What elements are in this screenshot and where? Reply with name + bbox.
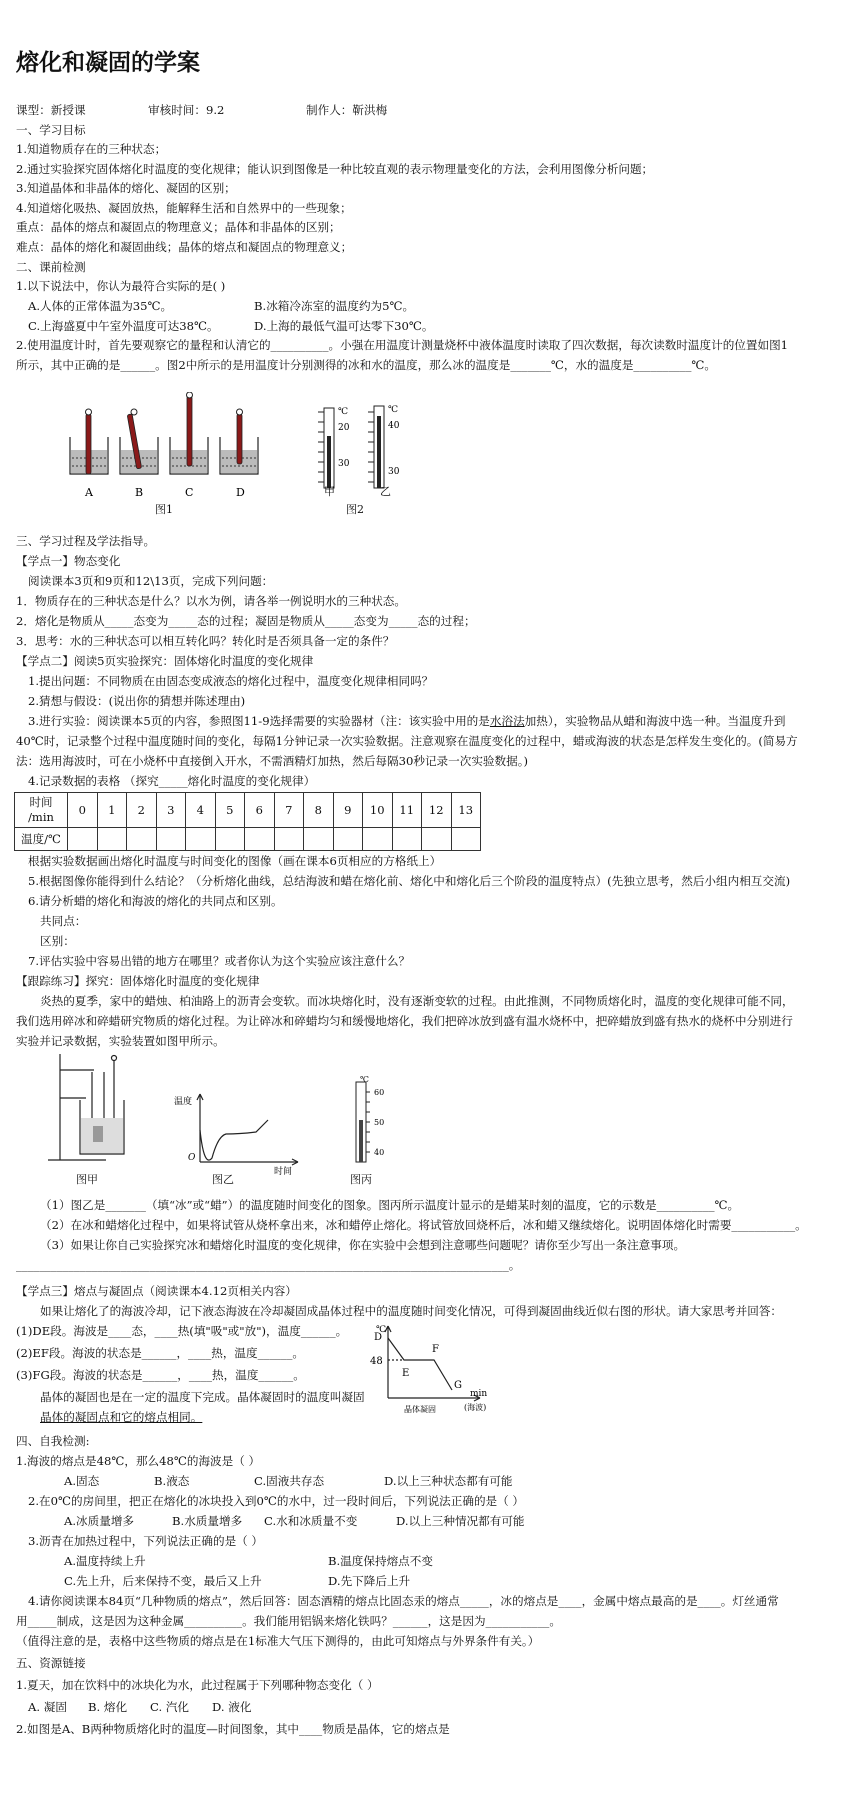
fig1-label-c: C <box>185 486 194 499</box>
fig2-caption: 图2 <box>346 503 364 516</box>
p2-question-1: 1.提出问题：不同物质在由固态变成液态的熔化过程中，温度变化规律相同吗？ <box>28 674 434 688</box>
figure-1-beakers <box>60 392 310 512</box>
p4-intro: 如果让熔化了的海波冷却，记下液态海波在冷却凝固成晶体过程中的温度随时间变化情况，可得到凝固曲线近似右图的形状。请大家思考并回答： <box>40 1304 783 1318</box>
lesson-type: 课型：新授课 <box>16 103 86 117</box>
test-q2-a: A.冰质量增多 <box>64 1514 135 1528</box>
study-point-3: 【学点三】熔点与凝固点（阅读课本4.12页相关内容） <box>16 1284 297 1298</box>
p2-q3-text-post: 加热），实验物品从蜡和海波中选一种。当温度升到 <box>524 714 786 728</box>
p2-q3-text-pre: 3.进行实验：阅读课本5页的内容，参照图11-9选择需要的实验器材（注：该实验中用的是 <box>28 714 490 728</box>
p2-question-5: 5.根据图像你能得到什么结论？（分析熔化曲线，总结海波和蜡在熔化前、熔化中和熔化后三个阶段的温度特点）(先独立思考，然后小组内相互交流) <box>28 874 791 888</box>
p2-question-6: 6.请分析蜡的熔化和海波的熔化的共同点和区别。 <box>28 894 283 908</box>
table-cell[interactable] <box>422 828 452 851</box>
test-q4-line2: 用_____制成，这是因为这种金属__________。我们能用铝锅来熔化铁吗？______，这是因为___________。 <box>16 1614 561 1628</box>
section-heading: 一、学习目标 <box>16 123 86 137</box>
fig4-g: G <box>454 1380 462 1391</box>
table-col: 13 <box>451 793 481 828</box>
fig-bing-caption: 图丙 <box>350 1173 372 1186</box>
p4-q3: (3)FG段。海波的状态是______，____热，温度______。 <box>16 1368 305 1382</box>
table-col: 3 <box>156 793 186 828</box>
p2-question-3-line1 <box>28 714 786 729</box>
fig3c-tick-40: 40 <box>374 1148 385 1157</box>
test-q2-b: B.水质量增多 <box>172 1514 243 1528</box>
p2-question-2: 2.猜想与假设：(说出你的猜想并陈述理由) <box>28 694 246 708</box>
table-col: 11 <box>392 793 422 828</box>
option-c: C.上海盛夏中午室外温度可达38℃。 <box>28 319 219 333</box>
fig3c-tick-50: 50 <box>374 1118 385 1127</box>
test-q1-b: B.液态 <box>154 1474 190 1488</box>
practice-para-1: 炎热的夏季，家中的蜡烛、柏油路上的沥青会变软。而冰块熔化时，没有逐渐变软的过程。由此推测，不同物质熔化时，温度的变化规律可能不同， <box>40 994 794 1008</box>
table-row <box>15 793 481 828</box>
fig4-caption: 晶体凝固 <box>404 1405 436 1414</box>
section-heading: 五、资源链接 <box>16 1656 86 1670</box>
p4-para-1: 晶体的凝固也是在一定的温度下完成。晶体凝固时的温度叫凝固 <box>40 1390 365 1404</box>
fig1-label-a: A <box>85 486 93 499</box>
section-heading: 二、课前检测 <box>16 260 86 274</box>
test-q3-b: B.温度保持熔点不变 <box>328 1554 433 1568</box>
test-q1-a: A.固态 <box>64 1474 100 1488</box>
hard-point: 难点：晶体的熔化和凝固曲线；晶体的熔点和凝固点的物理意义； <box>16 240 353 254</box>
time-unit: /min <box>28 810 54 824</box>
table-row <box>15 828 481 851</box>
fig4-f: F <box>432 1344 439 1355</box>
goal-1: 1.知道物质存在的三种状态； <box>16 142 167 156</box>
table-col: 6 <box>245 793 275 828</box>
question-1: 1.以下说法中，你认为最符合实际的是( ) <box>16 279 226 293</box>
resource-q1-a: A. 凝固 <box>28 1700 67 1714</box>
key-point: 重点：晶体的熔点和凝固点的物理意义；晶体和非晶体的区别； <box>16 220 341 234</box>
table-cell[interactable] <box>363 828 393 851</box>
p2-question-7: 7.评估实验中容易出错的地方在哪里？或者你认为这个实验应该注意什么？ <box>28 954 411 968</box>
p2-q6-diff: 区别： <box>40 934 75 948</box>
p4-q1: (1)DE段。海波是____态，____热(填"吸"或"放")，温度______。 <box>16 1324 348 1338</box>
practice-para-2: 我们选用碎冰和碎蜡研究物质的熔化过程。为让碎冰和碎蜡均匀和缓慢地熔化，我们把碎冰放到盛有温水烧杯中，把碎蜡放到盛有热水的烧杯中分别进行 <box>16 1014 793 1028</box>
resource-q1-b: B. 熔化 <box>88 1700 128 1714</box>
question-2-line1: 2.使用温度计时，首先要观察它的量程和认清它的__________。小强在用温度计测量烧杯中液体温度时读取了四次数据，每次读数时温度计的位置如图1 <box>16 338 789 352</box>
practice-para-3: 实验并记录数据，实验装置如图甲所示。 <box>16 1034 225 1048</box>
time-label: 时间 <box>29 795 53 809</box>
goal-2: 2.通过实验探究固体熔化时温度的变化规律；能认识到图像是一种比较直观的表示物理量变化的方法，会利用图像分析问题； <box>16 162 654 176</box>
table-col: 9 <box>333 793 363 828</box>
page-title: 熔化和凝固的学案 <box>16 50 200 76</box>
fig4-min: min <box>470 1389 488 1399</box>
fig4-unit: ℃ <box>376 1325 387 1335</box>
table-cell[interactable] <box>127 828 157 851</box>
p1-question-2: 2．熔化是物质从_____态变为_____态的过程；凝固是物质从_____态变为_____态的过程； <box>16 614 476 628</box>
table-cell[interactable] <box>274 828 304 851</box>
practice-q2: （2）在冰和蜡熔化过程中，如果将试管从烧杯拿出来，冰和蜡停止熔化。将试管放回烧杯后，冰和蜡又继续熔化。说明固体熔化时需要___________。 <box>40 1218 807 1232</box>
test-q1-c: C.固液共存态 <box>254 1474 325 1488</box>
fig2-label-left: 甲 <box>324 485 335 498</box>
resource-q1-d: D. 液化 <box>212 1700 252 1714</box>
fig3-origin: O <box>188 1153 196 1163</box>
resource-q2: 2.如图是A、B两种物质熔化时的温度—时间图象，其中____物质是晶体，它的熔点是 <box>16 1722 450 1736</box>
table-col: 1 <box>97 793 127 828</box>
fig2-tick-left-30: 30 <box>338 459 350 469</box>
figure-apparatus <box>46 1050 156 1165</box>
figure-thermometer <box>348 1076 398 1166</box>
section-heading: 四、自我检测: <box>16 1434 90 1448</box>
table-cell[interactable] <box>392 828 422 851</box>
test-q1: 1.海波的熔点是48℃，那么48℃的海波是（ ） <box>16 1454 261 1468</box>
fig4-sub: (海波) <box>464 1403 487 1412</box>
section-heading: 三、学习过程及学法指导。 <box>16 534 156 548</box>
table-col: 2 <box>127 793 157 828</box>
fig3c-unit: ℃ <box>360 1076 369 1084</box>
study-point-2: 【学点二】阅读5页实验探究：固体熔化时温度的变化规律 <box>16 654 314 668</box>
resource-q1-c: C. 汽化 <box>150 1700 190 1714</box>
fig1-label-d: D <box>236 486 245 499</box>
p2-question-4: 4.记录数据的表格 （探究_____熔化时温度的变化规律） <box>28 774 316 788</box>
fig4-d: D <box>374 1332 383 1343</box>
table-col: 7 <box>274 793 304 828</box>
table-col: 0 <box>68 793 98 828</box>
goal-3: 3.知道晶体和非晶体的熔化、凝固的区别； <box>16 181 236 195</box>
p1-question-1: 1．物质存在的三种状态是什么？以水为例，请各举一例说明水的三种状态。 <box>16 594 406 608</box>
test-q3-d: D.先下降后上升 <box>328 1574 411 1588</box>
fig1-label-b: B <box>135 486 144 499</box>
test-q2-d: D.以上三种情况都有可能 <box>396 1514 525 1528</box>
question-2-line2: 所示，其中正确的是______。图2中所示的是用温度计分别测得的冰和水的温度，那么冰的温度是_______℃，水的温度是__________℃。 <box>16 358 716 372</box>
option-a: A.人体的正常体温为35℃。 <box>28 299 173 313</box>
table-head-temp: 温度/℃ <box>15 828 68 851</box>
p2-after-table: 根据实验数据画出熔化时温度与时间变化的图像（画在课本6页相应的方格纸上） <box>28 854 442 868</box>
table-cell[interactable] <box>451 828 481 851</box>
test-note: （值得注意的是，表格中这些物质的熔点是在1标准大气压下测得的，由此可知熔点与外界条件有关。） <box>16 1634 540 1648</box>
table-col: 8 <box>304 793 334 828</box>
table-col: 5 <box>215 793 245 828</box>
goal-4: 4.知道熔化吸热、凝固放热，能解释生活和自然界中的一些现象； <box>16 201 352 215</box>
option-b: B.冰箱冷冻室的温度约为5℃。 <box>254 299 415 313</box>
practice-q1: （1）图乙是_______（填“冰”或“蜡”）的温度随时间变化的图象。图丙所示温度计显示的是蜡某时刻的温度，它的示数是__________℃。 <box>40 1198 740 1212</box>
table-col: 10 <box>363 793 393 828</box>
fig4-e: E <box>402 1368 410 1379</box>
p2-question-3-line2: 40℃时，记录整个过程中温度随时间的变化，每隔1分钟记录一次实验数据。注意观察在温度变化的过程中，蜡或海波的状态是怎样发生变化的。(简易方 <box>16 734 798 748</box>
option-d: D.上海的最低气温可达零下30℃。 <box>254 319 434 333</box>
fig3c-tick-60: 60 <box>374 1088 385 1097</box>
test-q2: 2.在0℃的房间里，把正在熔化的冰块投入到0℃的水中，过一段时间后，下列说法正确的是（ ） <box>28 1494 525 1508</box>
practice-q3: （3）如果让你自己实验探究冰和蜡熔化时温度的变化规律，你在实验中会想到注意哪些问题呢？请你至少写出一条注意事项。 <box>40 1238 686 1252</box>
fig2-tick-right-30: 30 <box>388 467 400 477</box>
fig3-ylabel: 温度 <box>174 1097 193 1107</box>
practice-heading: 【跟踪练习】探究：固体熔化时温度的变化规律 <box>16 974 260 988</box>
fig-jia-caption: 图甲 <box>76 1173 98 1186</box>
figure-curve <box>170 1090 310 1180</box>
fig2-tick-left-20: 20 <box>338 423 350 433</box>
table-cell[interactable] <box>333 828 363 851</box>
fig-yi-caption: 图乙 <box>212 1173 234 1186</box>
fig2-unit-left: ℃ <box>338 407 349 417</box>
p2-question-3-line3: 法：选用海波时，可在小烧杯中直接倒入开水，不需酒精灯加热，然后每隔30秒记录一次实验数据。) <box>16 754 529 768</box>
table-cell[interactable] <box>215 828 245 851</box>
table-col: 4 <box>186 793 216 828</box>
test-q3-a: A.温度持续上升 <box>64 1554 146 1568</box>
table-cell[interactable] <box>186 828 216 851</box>
p4-q2: (2)EF段。海波的状态是______，____热，温度______。 <box>16 1346 304 1360</box>
practice-q3-blank[interactable]: _____________________________________________________________________________________。 <box>16 1258 521 1272</box>
author: 制作人：靳洪梅 <box>306 103 388 117</box>
table-cell[interactable] <box>304 828 334 851</box>
table-cell[interactable] <box>156 828 186 851</box>
p2-q6-common: 共同点： <box>40 914 87 928</box>
study-point-1: 【学点一】物态变化 <box>16 554 121 568</box>
fig3-xlabel: 时间 <box>274 1167 293 1177</box>
table-cell[interactable] <box>245 828 275 851</box>
test-q2-c: C.水和冰质量不变 <box>264 1514 358 1528</box>
fig2-tick-right-40: 40 <box>388 421 400 431</box>
table-head-time <box>15 793 68 828</box>
p1-question-3: 3．思考：水的三种状态可以相互转化吗？转化时是否须具备一定的条件？ <box>16 634 395 648</box>
test-q3: 3.沥青在加热过程中，下列说法正确的是（ ） <box>28 1534 264 1548</box>
fig1-caption: 图1 <box>155 503 173 516</box>
table-cell[interactable] <box>97 828 127 851</box>
figure-solidification <box>368 1322 498 1426</box>
reading-instruction: 阅读课本3页和9页和12\13页，完成下列问题： <box>28 574 274 588</box>
table-col: 12 <box>422 793 452 828</box>
fig4-48: 48 <box>370 1356 383 1367</box>
water-bath-term: 水浴法 <box>489 714 525 728</box>
p4-para-2: 晶体的凝固点和它的熔点相同。 <box>40 1410 203 1424</box>
header-line <box>16 103 388 118</box>
table-cell[interactable] <box>68 828 98 851</box>
test-q1-d: D.以上三种状态都有可能 <box>384 1474 513 1488</box>
review-date: 审核时间：9.2 <box>148 103 225 117</box>
fig2-unit-right: ℃ <box>388 405 399 415</box>
test-q3-c: C.先上升，后来保持不变，最后又上升 <box>64 1574 262 1588</box>
fig2-label-right: 乙 <box>380 485 391 498</box>
test-q4-line1: 4.请你阅读课本84页“几种物质的熔点”，然后回答：固态酒精的熔点比固态汞的熔点_____，冰的熔点是____，金属中熔点最高的是____。灯丝通常 <box>28 1594 779 1608</box>
record-table <box>14 792 481 851</box>
resource-q1: 1.夏天，加在饮料中的冰块化为水，此过程属于下列哪种物态变化（ ） <box>16 1678 379 1692</box>
